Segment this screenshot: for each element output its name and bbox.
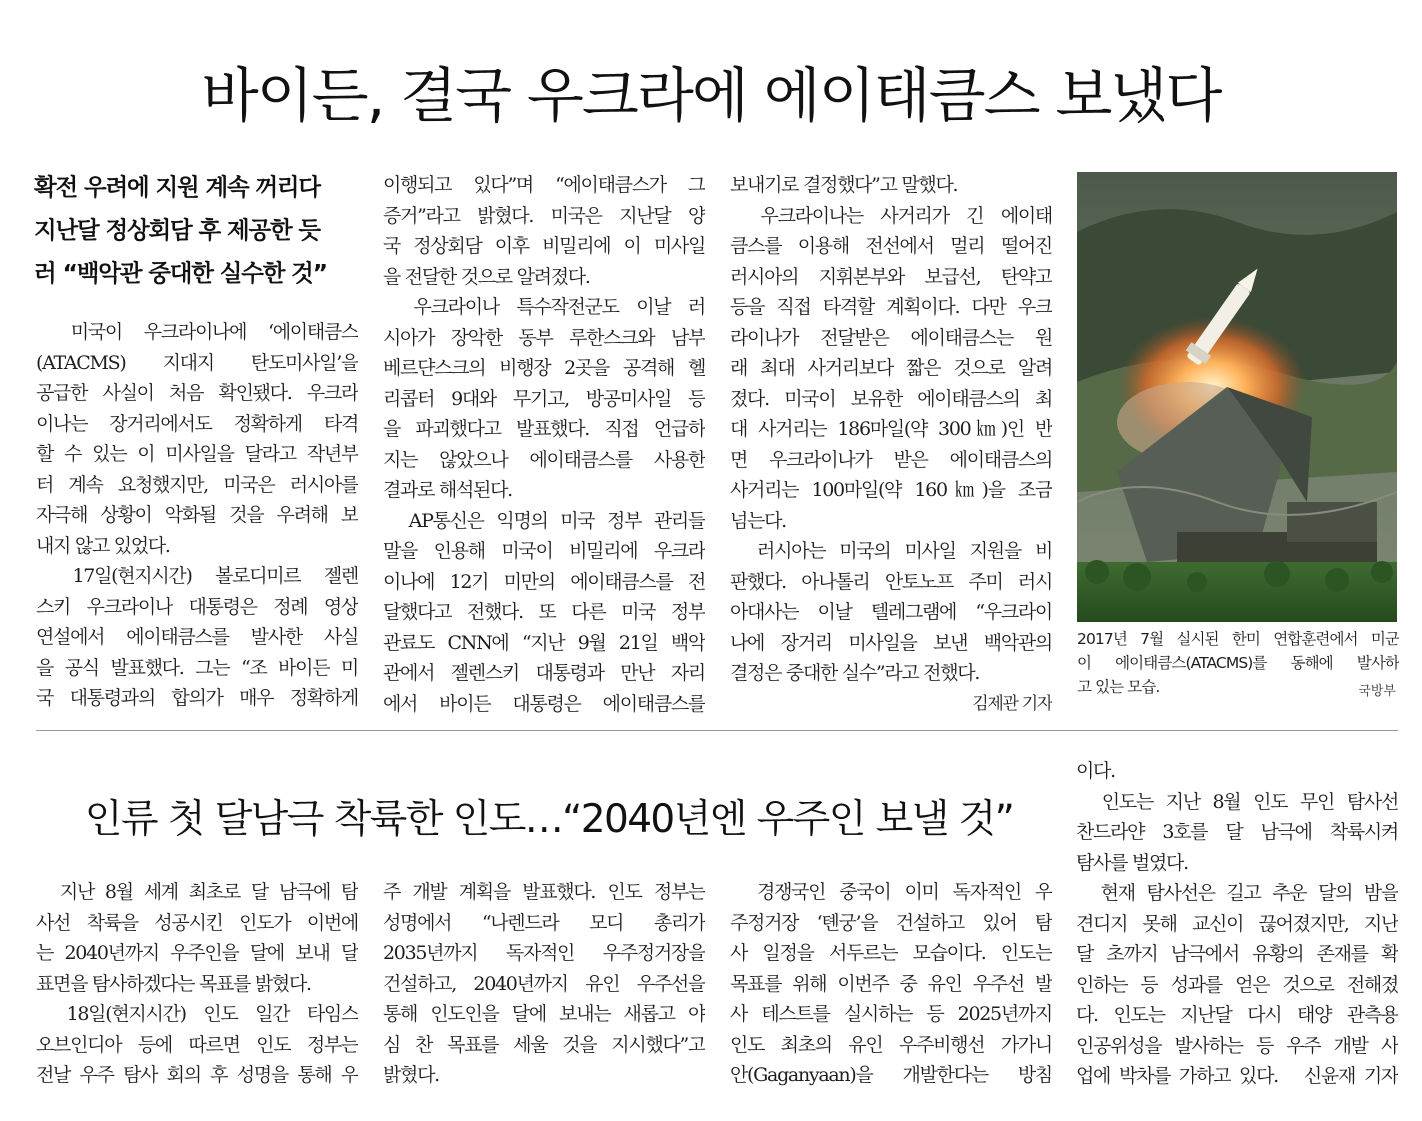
text-line: 성명에서 “나렌드라 모디 총리가 [383, 911, 705, 934]
text-line: 증거”라고 밝혔다. 미국은 지난달 양 [383, 204, 705, 227]
text-line: 2035년까지 독자적인 우주정거장을 [383, 942, 705, 964]
text-line: 스키 우크라이나 대통령은 정례 영상 [36, 595, 358, 618]
article2-column-3 [730, 877, 1052, 1091]
text-line: 공급한 사실이 처음 확인됐다. 우크라 [36, 382, 358, 404]
text-line: 통해 인도인을 달에 보내는 새롭고 야 [383, 1003, 705, 1025]
text-line: 인도 최초의 유인 우주비행선 가가니 [730, 1033, 1052, 1056]
text-line: 연설에서 에이태큼스를 발사한 사실 [36, 626, 358, 648]
text-line: 국 정상회담 이후 비밀리에 이 미사일 [383, 235, 705, 257]
text-line: 사 일정을 서두르는 모습이다. 인도는 [730, 942, 1052, 964]
text-line: 보내기로 결정했다”고 말했다. [730, 174, 958, 196]
text-line: 우크라이나 특수작전군도 이날 러 [383, 296, 705, 318]
text-line: 건설하고, 2040년까지 유인 우주선을 [383, 972, 705, 995]
text-line: 대 사거리는 186마일(약 300㎞)인 반 [730, 418, 1052, 440]
text-line: 말을 인용해 미국이 비밀리에 우크라 [383, 540, 705, 562]
text-line: 을 공식 발표했다. 그는 “조 바이든 미 [36, 656, 358, 679]
text-line: 관에서 젤렌스키 대통령과 만난 자리 [383, 662, 705, 684]
text-line: 래 최대 사거리보다 짧은 것으로 알려 [730, 357, 1052, 379]
text-line: 오브인디아 등에 따르면 인도 정부는 [36, 1033, 358, 1056]
article1-column-3 [730, 170, 1052, 719]
text-line: 지는 않았으나 에이태큼스를 사용한 [383, 448, 705, 471]
text-line: 나에 장거리 미사일을 보낸 백악관의 [730, 631, 1052, 654]
article1-column-2 [383, 170, 705, 719]
text-line: 주 개발 계획을 발표했다. 인도 정부는 [383, 881, 705, 903]
article1-subheads [34, 166, 364, 295]
text-line: 인하는 등 성과를 얻은 것으로 전해졌 [1076, 973, 1398, 996]
text-line: 미국이 우크라이나에 ‘에이태큼스 [36, 321, 358, 343]
text-line: 주정거장 ‘톈궁’을 건설하고 있어 탐 [730, 911, 1052, 934]
text-line: 달 초까지 남극에서 유황의 존재를 확 [1076, 943, 1398, 965]
text-line: 현재 탐사선은 길고 추운 달의 밤을 [1076, 882, 1398, 904]
text-line: 탐사를 벌였다. [1076, 851, 1188, 874]
text-line: 을 전달한 것으로 알려졌다. [383, 265, 590, 288]
text-line: 사거리는 100마일(약 160㎞)을 조금 [730, 479, 1052, 501]
text-line: 할 수 있는 이 미사일을 달라고 작년부 [36, 443, 358, 465]
text-line: 이나는 장거리에서도 정확하게 타격 [36, 412, 358, 435]
article-divider [36, 730, 1398, 731]
photo-caption [1077, 627, 1399, 699]
text-line: 밝혔다. [383, 1064, 439, 1086]
text-line: 아대사는 이날 텔레그램에 “우크라이 [730, 601, 1052, 623]
text-line: 국 대통령과의 합의가 매우 정확하게 [36, 687, 358, 709]
article2-headline: 인류 첫 달남극 착륙한 인도…“2040년엔 우주인 보낼 것” [84, 797, 1014, 842]
text-line: 안(Gaganyaan)을 개발한다는 방침 [730, 1064, 1052, 1086]
caption-line: 2017년 7월 실시된 한미 연합훈련에서 미군 [1077, 630, 1399, 648]
text-line: 다. 인도는 지난달 다시 태양 관측용 [1076, 1004, 1398, 1026]
text-line: 견디지 못해 교신이 끊어졌지만, 지난 [1076, 912, 1398, 935]
article2-column-2 [383, 877, 705, 1091]
text-line: 이다. [1076, 760, 1115, 782]
subhead-line: 지난달 정상회담 후 제공한 듯 [34, 216, 320, 244]
text-line: 시아가 장악한 동부 루한스크와 남부 [383, 326, 705, 349]
subhead-line: 러 “백악관 중대한 실수한 것” [34, 259, 327, 287]
text-line: 업에 박차를 가하고 있다. 신윤재 기자 [1076, 1065, 1398, 1087]
text-line: 판했다. 아나톨리 안토노프 주미 러시 [730, 570, 1052, 593]
text-line: 결정은 중대한 실수”라고 전했다. [730, 662, 980, 684]
text-line: 목표를 위해 이번주 중 유인 우주선 발 [730, 972, 1052, 995]
article2-column-4 [1076, 756, 1398, 1092]
text-line: 표면을 탐사하겠다는 목표를 밝혔다. [36, 972, 311, 995]
text-line: 우크라이나는 사거리가 긴 에이태 [730, 204, 1052, 227]
text-line: 을 파괴했다고 발표했다. 직접 언급하 [383, 418, 705, 440]
photo-credit: 국방부 [1358, 684, 1396, 699]
text-line: 경쟁국인 중국이 이미 독자적인 우 [730, 881, 1052, 903]
caption-line: 고 있는 모습. [1077, 678, 1160, 696]
text-line: AP통신은 익명의 미국 정부 관리들 [383, 509, 705, 532]
text-line: 베르댠스크의 비행장 2곳을 공격해 헬 [383, 357, 705, 379]
caption-line: 이 에이태큼스(ATACMS)를 동해에 발사하 [1077, 654, 1399, 672]
text-line: 내지 않고 있었다. [36, 534, 170, 557]
text-line: 이행되고 있다”며 “에이태큼스가 그 [383, 174, 705, 196]
text-line: 지난 8월 세계 최초로 달 남극에 탐 [36, 881, 358, 903]
byline: 김제관 기자 [972, 693, 1052, 714]
article1-headline: 바이든, 결국 우크라에 에이태큼스 보냈다 [201, 61, 1221, 130]
text-line: 사선 착륙을 성공시킨 인도가 이번에 [36, 911, 358, 934]
text-line: 러시아는 미국의 미사일 지원을 비 [730, 540, 1052, 562]
text-line: 는 2040년까지 우주인을 달에 보내 달 [36, 942, 358, 964]
text-line: 면 우크라이나가 받은 에이태큼스의 [730, 448, 1052, 471]
text-line: 자극해 상황이 악화될 것을 우려해 보 [36, 504, 358, 526]
text-line: 심 찬 목표를 세울 것을 지시했다”고 [383, 1033, 705, 1056]
text-line: 러시아의 지휘본부와 보급선, 탄약고 [730, 265, 1052, 288]
text-line: 인공위성을 발사하는 등 우주 개발 사 [1076, 1034, 1398, 1057]
text-line: 달했다고 전했다. 또 다른 미국 정부 [383, 601, 705, 623]
text-line: 등을 직접 타격할 계획이다. 다만 우크 [730, 296, 1052, 318]
text-line: 사 테스트를 실시하는 등 2025년까지 [730, 1003, 1052, 1025]
text-line: 이나에 12기 미만의 에이태큼스를 전 [383, 570, 705, 593]
text-line: 18일(현지시간) 인도 일간 타임스 [36, 1003, 358, 1025]
text-line: 에서 바이든 대통령은 에이태큼스를 [383, 692, 705, 715]
text-line: 찬드라얀 3호를 달 남극에 착륙시켜 [1076, 821, 1398, 843]
text-line: 졌다. 미국이 보유한 에이태큼스의 최 [730, 387, 1052, 410]
text-line: 터 계속 요청했지만, 미국은 러시아를 [36, 473, 358, 496]
text-line: 17일(현지시간) 볼로디미르 젤렌 [36, 565, 358, 587]
article2-column-1 [36, 877, 358, 1091]
text-line: 리콥터 9대와 무기고, 방공미사일 등 [383, 387, 705, 410]
text-line: 관료도 CNN에 “지난 9월 21일 백악 [383, 631, 705, 654]
article1-column-1 [36, 317, 358, 714]
text-line: 넘는다. [730, 509, 786, 532]
text-line: 라이나가 전달받은 에이태큼스는 원 [730, 326, 1052, 349]
text-line: 큼스를 이용해 전선에서 멀리 떨어진 [730, 235, 1052, 257]
text-line: 인도는 지난 8월 인도 무인 탐사선 [1076, 790, 1398, 813]
missile-launch-photo [1077, 172, 1397, 622]
text-line: 결과로 해석된다. [383, 479, 512, 501]
text-line: 전날 우주 탐사 회의 후 성명을 통해 우 [36, 1064, 358, 1086]
text-line: (ATACMS) 지대지 탄도미사일’을 [36, 351, 358, 374]
subhead-line: 확전 우려에 지원 계속 꺼리다 [34, 173, 320, 201]
